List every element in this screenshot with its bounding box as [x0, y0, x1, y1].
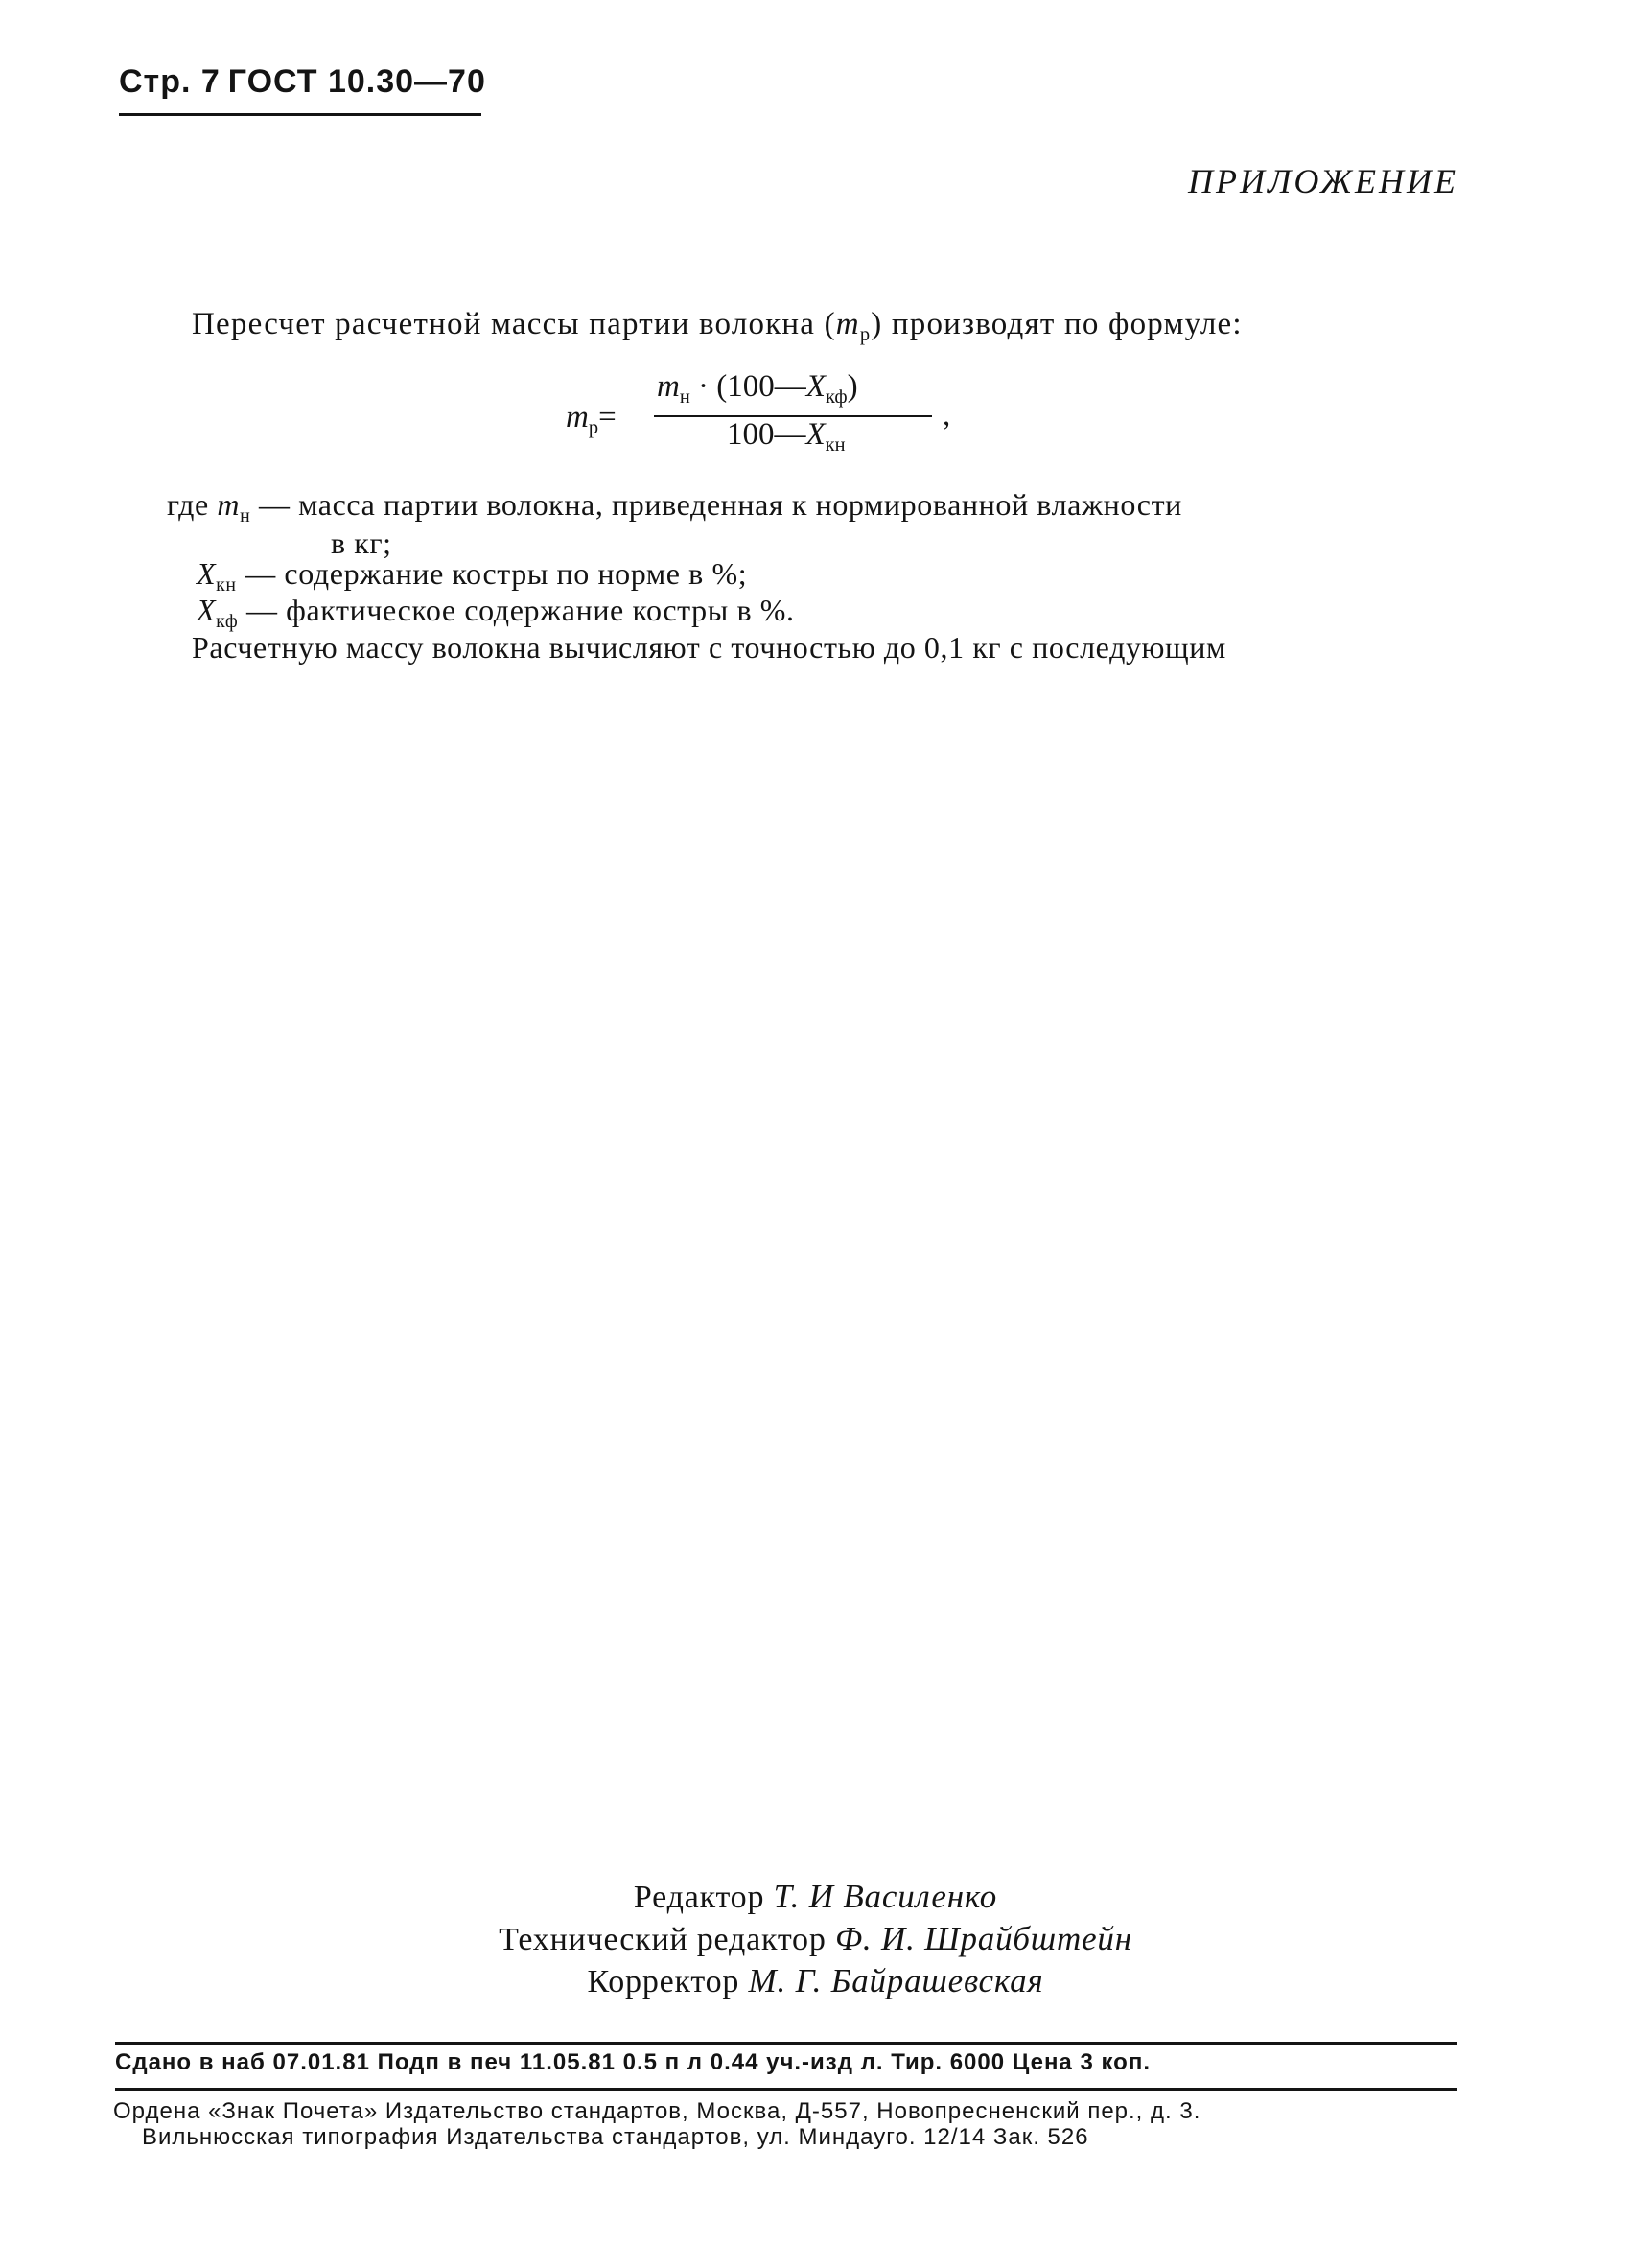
credit-role: Корректор	[587, 1964, 749, 1999]
credit-person: М. Г. Байрашевская	[748, 1962, 1044, 1999]
definition-text: — фактическое содержание костры в %.	[238, 593, 795, 627]
credit-role: Редактор	[633, 1880, 774, 1915]
denominator-x-sub: кн	[825, 434, 846, 456]
numerator-var-sub: н	[679, 386, 690, 409]
intro-tail: ) производят по формуле:	[871, 307, 1243, 341]
credit-editor	[0, 1878, 1631, 1916]
numerator-var: m	[657, 369, 680, 404]
definition-var: m	[217, 487, 241, 522]
definition-text: — масса партии волокна, приведенная к нормированной влажности	[250, 487, 1182, 522]
imprint-middle-rule	[115, 2088, 1457, 2091]
intro-var-sub: р	[859, 324, 872, 346]
formula-equals: =	[598, 400, 617, 434]
formula-numerator	[657, 369, 858, 409]
definition-var: X	[197, 593, 217, 627]
definition-sub: кн	[216, 573, 237, 596]
numerator-close: )	[847, 369, 858, 404]
definition-text: — содержание костры по норме в %;	[236, 556, 748, 591]
formula-lhs-var: m	[566, 400, 589, 434]
definition-sub: кф	[216, 610, 239, 632]
definition-mn	[167, 487, 1182, 526]
calculation-paragraph: Расчетную массу волокна вычисляют с точностью до 0,1 кг с последующим	[192, 630, 1226, 665]
imprint-top-rule	[115, 2042, 1457, 2045]
formula-lhs-sub: р	[588, 417, 599, 439]
credit-person: Т. И Василенко	[773, 1878, 998, 1915]
intro-var: m	[835, 307, 860, 341]
definition-xkn	[197, 556, 748, 596]
numerator-x-sub: кф	[825, 386, 848, 409]
formula-denominator	[727, 417, 846, 456]
definition-xkf	[197, 593, 795, 632]
definition-var: X	[197, 556, 217, 591]
page-number: Стр. 7	[119, 63, 221, 100]
credit-technical-editor	[0, 1920, 1631, 1958]
definition-mn-continued: в кг;	[331, 526, 392, 560]
formula-lhs	[566, 400, 617, 439]
intro-paragraph	[192, 307, 1243, 346]
credit-role: Технический редактор	[499, 1922, 835, 1957]
imprint-print-details: Сдано в наб 07.01.81 Подп в печ 11.05.81 0.5 п л 0.44 уч.-изд л. Тир. 6000 Цена 3 коп.	[115, 2049, 1151, 2075]
standard-code: ГОСТ 10.30—70	[227, 63, 486, 100]
header-underline	[119, 113, 481, 116]
denominator-prefix: 100—	[727, 417, 806, 452]
formula-comma: ,	[943, 398, 951, 433]
numerator-x: X	[805, 369, 826, 404]
imprint-publisher: Ордена «Знак Почета» Издательство стандартов, Москва, Д-557, Новопресненский пер., д. 3.	[113, 2098, 1201, 2124]
credit-person: Ф. И. Шрайбштейн	[834, 1920, 1132, 1957]
imprint-printing-house: Вильнюсская типография Издательства стандартов, ул. Миндауго. 12/14 Зак. 526	[142, 2124, 1089, 2150]
denominator-x: X	[805, 417, 826, 452]
numerator-middle: · (100—	[689, 369, 806, 404]
credit-proofreader	[0, 1962, 1631, 2000]
appendix-title: ПРИЛОЖЕНИЕ	[1188, 162, 1458, 200]
definition-prefix: где	[167, 487, 218, 522]
definition-sub: н	[240, 504, 251, 526]
page-header	[119, 63, 486, 101]
intro-text: Пересчет расчетной массы партии волокна (	[192, 307, 836, 341]
